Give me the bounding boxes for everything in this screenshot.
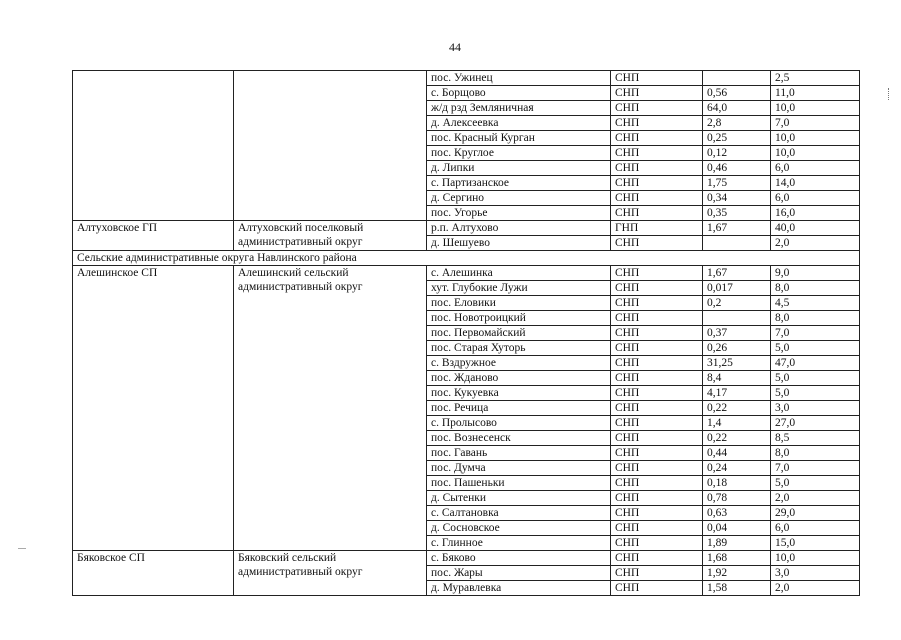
type-cell: СНП — [611, 296, 703, 311]
value2-cell: 15,0 — [771, 536, 860, 551]
type-cell: СНП — [611, 281, 703, 296]
locality-cell: пос. Гавань — [427, 446, 611, 461]
value2-cell: 6,0 — [771, 191, 860, 206]
scan-mark-left — [18, 548, 26, 550]
value1-cell: 0,46 — [703, 161, 771, 176]
locality-cell: пос. Круглое — [427, 146, 611, 161]
value2-cell: 2,0 — [771, 581, 860, 596]
value1-cell: 0,04 — [703, 521, 771, 536]
locality-cell: с. Борщово — [427, 86, 611, 101]
settlement-name-cell: Алтуховское ГП — [73, 221, 234, 251]
value2-cell: 6,0 — [771, 521, 860, 536]
locality-cell: пос. Старая Хуторь — [427, 341, 611, 356]
value1-cell — [703, 71, 771, 86]
value2-cell: 9,0 — [771, 266, 860, 281]
value2-cell: 5,0 — [771, 386, 860, 401]
type-cell: СНП — [611, 236, 703, 251]
type-cell: СНП — [611, 581, 703, 596]
value1-cell: 8,4 — [703, 371, 771, 386]
value1-cell: 0,78 — [703, 491, 771, 506]
locality-cell: пос. Жданово — [427, 371, 611, 386]
value2-cell: 14,0 — [771, 176, 860, 191]
value1-cell: 0,12 — [703, 146, 771, 161]
settlements-table-body — [73, 71, 860, 596]
value1-cell: 64,0 — [703, 101, 771, 116]
table-row — [73, 251, 860, 266]
value1-cell: 0,25 — [703, 131, 771, 146]
value1-cell: 0,34 — [703, 191, 771, 206]
value1-cell: 1,4 — [703, 416, 771, 431]
value1-cell: 0,37 — [703, 326, 771, 341]
locality-cell: с. Вздружное — [427, 356, 611, 371]
settlement-name-cell — [73, 71, 234, 221]
value2-cell: 11,0 — [771, 86, 860, 101]
type-cell: СНП — [611, 491, 703, 506]
value2-cell: 2,0 — [771, 491, 860, 506]
okrug-cell: Алтуховский поселковый административный округ — [234, 221, 427, 251]
type-cell: ГНП — [611, 221, 703, 236]
locality-cell: пос. Пашеньки — [427, 476, 611, 491]
locality-cell: р.п. Алтухово — [427, 221, 611, 236]
locality-cell: пос. Еловики — [427, 296, 611, 311]
value2-cell: 8,5 — [771, 431, 860, 446]
value1-cell: 1,92 — [703, 566, 771, 581]
type-cell: СНП — [611, 431, 703, 446]
locality-cell: пос. Кукуевка — [427, 386, 611, 401]
section-heading: Сельские административные округа Навлинского района — [73, 251, 860, 266]
value2-cell: 8,0 — [771, 311, 860, 326]
value1-cell — [703, 236, 771, 251]
locality-cell: с. Бяково — [427, 551, 611, 566]
type-cell: СНП — [611, 461, 703, 476]
table-row — [73, 221, 860, 236]
locality-cell: д. Муравлевка — [427, 581, 611, 596]
value1-cell: 1,68 — [703, 551, 771, 566]
value1-cell — [703, 311, 771, 326]
value2-cell: 3,0 — [771, 401, 860, 416]
value2-cell: 10,0 — [771, 131, 860, 146]
type-cell: СНП — [611, 266, 703, 281]
table-row — [73, 266, 860, 281]
type-cell: СНП — [611, 71, 703, 86]
value1-cell: 1,89 — [703, 536, 771, 551]
type-cell: СНП — [611, 566, 703, 581]
value1-cell: 0,22 — [703, 401, 771, 416]
locality-cell: ж/д рзд Земляничная — [427, 101, 611, 116]
value2-cell: 3,0 — [771, 566, 860, 581]
locality-cell: с. Глинное — [427, 536, 611, 551]
locality-cell: с. Салтановка — [427, 506, 611, 521]
value2-cell: 29,0 — [771, 506, 860, 521]
value1-cell: 0,18 — [703, 476, 771, 491]
value2-cell: 2,5 — [771, 71, 860, 86]
locality-cell: хут. Глубокие Лужи — [427, 281, 611, 296]
type-cell: СНП — [611, 371, 703, 386]
type-cell: СНП — [611, 326, 703, 341]
value1-cell: 0,44 — [703, 446, 771, 461]
table-row — [73, 551, 860, 566]
value1-cell: 31,25 — [703, 356, 771, 371]
value1-cell: 1,67 — [703, 221, 771, 236]
locality-cell: д. Липки — [427, 161, 611, 176]
value2-cell: 6,0 — [771, 161, 860, 176]
locality-cell: пос. Жары — [427, 566, 611, 581]
value1-cell: 2,8 — [703, 116, 771, 131]
locality-cell: с. Партизанское — [427, 176, 611, 191]
type-cell: СНП — [611, 521, 703, 536]
value2-cell: 7,0 — [771, 461, 860, 476]
type-cell: СНП — [611, 101, 703, 116]
value2-cell: 8,0 — [771, 281, 860, 296]
locality-cell: д. Сытенки — [427, 491, 611, 506]
locality-cell: пос. Думча — [427, 461, 611, 476]
value2-cell: 5,0 — [771, 371, 860, 386]
value1-cell: 0,2 — [703, 296, 771, 311]
value1-cell: 0,63 — [703, 506, 771, 521]
type-cell: СНП — [611, 131, 703, 146]
locality-cell: пос. Первомайский — [427, 326, 611, 341]
okrug-cell: Алешинский сельский административный округ — [234, 266, 427, 551]
settlement-name-cell: Бяковское СП — [73, 551, 234, 596]
locality-cell: пос. Угорье — [427, 206, 611, 221]
scan-mark — [888, 88, 891, 100]
locality-cell: д. Шешуево — [427, 236, 611, 251]
value2-cell: 16,0 — [771, 206, 860, 221]
value1-cell: 0,24 — [703, 461, 771, 476]
value2-cell: 2,0 — [771, 236, 860, 251]
locality-cell: д. Сосновское — [427, 521, 611, 536]
type-cell: СНП — [611, 551, 703, 566]
type-cell: СНП — [611, 356, 703, 371]
table-row — [73, 71, 860, 86]
locality-cell: д. Алексеевка — [427, 116, 611, 131]
value1-cell: 1,67 — [703, 266, 771, 281]
type-cell: СНП — [611, 311, 703, 326]
locality-cell: пос. Новотроицкий — [427, 311, 611, 326]
value2-cell: 7,0 — [771, 326, 860, 341]
type-cell: СНП — [611, 476, 703, 491]
type-cell: СНП — [611, 176, 703, 191]
type-cell: СНП — [611, 206, 703, 221]
type-cell: СНП — [611, 506, 703, 521]
value2-cell: 10,0 — [771, 146, 860, 161]
value1-cell: 0,26 — [703, 341, 771, 356]
value1-cell: 0,35 — [703, 206, 771, 221]
locality-cell: д. Сергино — [427, 191, 611, 206]
value2-cell: 10,0 — [771, 101, 860, 116]
type-cell: СНП — [611, 386, 703, 401]
type-cell: СНП — [611, 146, 703, 161]
value1-cell: 0,56 — [703, 86, 771, 101]
okrug-cell — [234, 71, 427, 221]
value1-cell: 0,017 — [703, 281, 771, 296]
value2-cell: 7,0 — [771, 116, 860, 131]
value2-cell: 27,0 — [771, 416, 860, 431]
type-cell: СНП — [611, 161, 703, 176]
type-cell: СНП — [611, 416, 703, 431]
locality-cell: пос. Речица — [427, 401, 611, 416]
type-cell: СНП — [611, 341, 703, 356]
value1-cell: 1,75 — [703, 176, 771, 191]
type-cell: СНП — [611, 446, 703, 461]
type-cell: СНП — [611, 116, 703, 131]
locality-cell: с. Алешинка — [427, 266, 611, 281]
value2-cell: 40,0 — [771, 221, 860, 236]
type-cell: СНП — [611, 401, 703, 416]
page-number: 44 — [449, 40, 461, 54]
type-cell: СНП — [611, 536, 703, 551]
locality-cell: с. Пролысово — [427, 416, 611, 431]
settlements-table — [72, 70, 860, 596]
value2-cell: 5,0 — [771, 476, 860, 491]
locality-cell: пос. Ужинец — [427, 71, 611, 86]
locality-cell: пос. Вознесенск — [427, 431, 611, 446]
value1-cell: 0,22 — [703, 431, 771, 446]
type-cell: СНП — [611, 191, 703, 206]
value2-cell: 5,0 — [771, 341, 860, 356]
type-cell: СНП — [611, 86, 703, 101]
okrug-cell: Бяковский сельский административный округ — [234, 551, 427, 596]
value1-cell: 1,58 — [703, 581, 771, 596]
value2-cell: 10,0 — [771, 551, 860, 566]
value2-cell: 4,5 — [771, 296, 860, 311]
value1-cell: 4,17 — [703, 386, 771, 401]
value2-cell: 47,0 — [771, 356, 860, 371]
value2-cell: 8,0 — [771, 446, 860, 461]
locality-cell: пос. Красный Курган — [427, 131, 611, 146]
settlement-name-cell: Алешинское СП — [73, 266, 234, 551]
